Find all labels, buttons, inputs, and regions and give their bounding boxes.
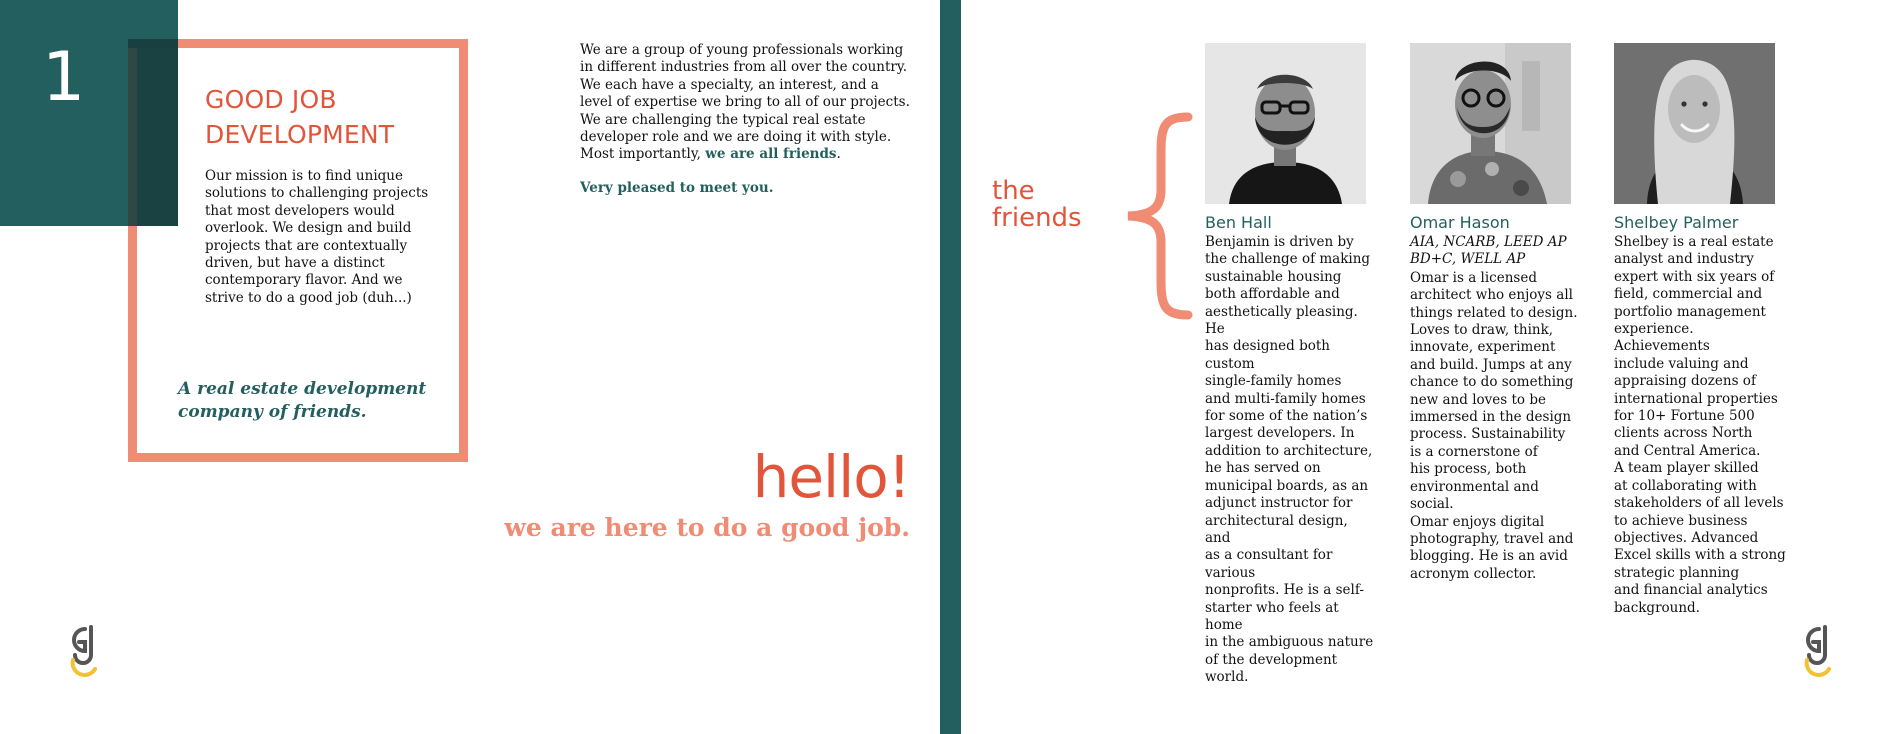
bio-line: A team player skilled	[1614, 460, 1759, 477]
bio-line: appraising dozens of	[1614, 373, 1756, 390]
frame-overlap	[128, 39, 178, 226]
bio-line: Loves to draw, think,	[1410, 322, 1554, 339]
bio-line: and financial analytics	[1614, 582, 1768, 599]
bio-line: architect who enjoys all	[1410, 287, 1573, 304]
member-bio	[1205, 234, 1377, 687]
bio-line: and multi-family homes	[1205, 390, 1366, 407]
bio-line: photography, travel and	[1410, 530, 1574, 547]
bio-line: clients across North	[1614, 425, 1753, 442]
bio-line: analyst and industry	[1614, 251, 1754, 268]
page-number: 1	[42, 38, 86, 117]
bio-line: immersed in the design	[1410, 409, 1572, 426]
bio-line: single-family homes	[1205, 373, 1342, 390]
bio-line: to achieve business	[1614, 512, 1748, 529]
bio-line: aesthetically pleasing. He	[1205, 303, 1358, 338]
hello-headline: hello!	[752, 443, 910, 511]
bio-line: both affordable and	[1205, 286, 1340, 303]
bio-line: field, commercial and	[1614, 286, 1763, 303]
member-card	[1614, 43, 1786, 617]
company-title-line: GOOD JOB	[205, 85, 337, 114]
bio-line: architectural design, and	[1205, 512, 1348, 546]
member-card	[1410, 43, 1582, 583]
bio-line: international properties	[1614, 390, 1778, 407]
bio-line: Benjamin is driven by	[1205, 234, 1354, 250]
bio-line: expert with six years of	[1614, 268, 1775, 285]
bio-line: chance to do something	[1410, 374, 1574, 391]
intro-highlight: we are all friends	[705, 146, 837, 163]
bio-line: things related to design.	[1410, 304, 1578, 321]
bio-line: sustainable housing	[1205, 268, 1342, 285]
bio-line: is a cornerstone of	[1410, 443, 1538, 460]
member-photo	[1410, 43, 1571, 204]
pleased-line: Very pleased to meet you.	[580, 180, 774, 196]
bio-line: addition to architecture,	[1205, 442, 1373, 459]
company-title-line: DEVELOPMENT	[205, 120, 395, 149]
mission-text: Our mission is to find unique solutions to challenging projects that most developers would overlook. We design and build projects that are contextually driven, but have a distinct contemporary flavor. And we strive to do a good job (duh...)	[205, 168, 429, 306]
bio-line: background.	[1614, 599, 1700, 616]
bio-line: the challenge of making	[1205, 251, 1371, 268]
bio-line: Omar is a licensed	[1410, 269, 1537, 286]
member-name: Ben Hall	[1205, 213, 1272, 232]
bio-line: and build. Jumps at any	[1410, 356, 1572, 373]
company-title	[205, 82, 425, 152]
member-photo	[1205, 43, 1366, 204]
bio-line: starter who feels at home	[1205, 599, 1339, 633]
bio-line: largest developers. In	[1205, 425, 1355, 442]
bio-line: include valuing and	[1614, 355, 1749, 372]
member-card	[1205, 43, 1377, 687]
frame-overlap-top	[128, 39, 178, 48]
member-photo	[1614, 43, 1775, 204]
bio-line: acronym collector.	[1410, 565, 1537, 582]
intro-text: We are a group of young professionals working in different industries from all over the country. We each have a specialty, an interest, and a level of expertise we bring to all of our projects. We are challenging the typical real estate developer role and we are doing it with style. Most importantly,	[580, 42, 910, 163]
gj-logo-icon	[68, 624, 102, 680]
bio-line: nonprofits. He is a self-	[1205, 582, 1364, 599]
bio-line: in the ambiguous nature	[1205, 634, 1374, 651]
member-bio	[1410, 270, 1582, 583]
bio-line: innovate, experiment	[1410, 339, 1556, 356]
hello-subheadline: we are here to do a good job.	[504, 513, 910, 542]
bio-line: for some of the nation’s	[1205, 408, 1368, 425]
bio-line: new and loves to be	[1410, 391, 1546, 408]
gj-logo-icon	[1802, 624, 1836, 680]
bio-line: as a consultant for various	[1205, 547, 1333, 581]
bio-line: environmental and social.	[1410, 478, 1539, 513]
bio-line: and Central America.	[1614, 442, 1761, 459]
bio-line: process. Sustainability	[1410, 426, 1566, 443]
bio-line: Excel skills with a strong	[1614, 547, 1786, 564]
bio-line: his process, both	[1410, 461, 1527, 478]
bio-line: Omar enjoys digital	[1410, 513, 1545, 530]
bio-line: portfolio management	[1614, 303, 1766, 320]
member-name: Shelbey Palmer	[1614, 213, 1739, 232]
member-bio	[1614, 234, 1786, 617]
member-name: Omar Hason	[1410, 213, 1510, 232]
bio-line: strategic planning	[1614, 564, 1740, 581]
bio-line: adjunct instructor for	[1205, 495, 1353, 512]
bio-line: at collaborating with	[1614, 477, 1757, 494]
friends-heading	[992, 178, 1082, 232]
member-credentials	[1410, 234, 1582, 269]
friends-heading-line: friends	[992, 203, 1082, 233]
intro-end: .	[836, 146, 841, 163]
bio-line: municipal boards, as an	[1205, 477, 1369, 494]
bio-line: he has served on	[1205, 460, 1321, 477]
credentials-line: AIA, NCARB, LEED AP	[1410, 234, 1567, 250]
bio-line: experience. Achievements	[1614, 321, 1710, 355]
company-tagline: A real estate development company of friends.	[178, 379, 427, 422]
bio-line: of the development world.	[1205, 651, 1338, 686]
bio-line: for 10+ Fortune 500	[1614, 408, 1755, 425]
curly-brace-icon	[1118, 112, 1196, 320]
bio-line: stakeholders of all levels	[1614, 495, 1784, 512]
intro-paragraph	[580, 42, 910, 164]
bio-line: objectives. Advanced	[1614, 529, 1759, 546]
bio-line: has designed both custom	[1205, 338, 1330, 372]
bio-line: Shelbey is a real estate	[1614, 234, 1774, 250]
friends-heading-line: the	[992, 176, 1035, 206]
credentials-line: BD+C, WELL AP	[1410, 251, 1526, 268]
bio-line: blogging. He is an avid	[1410, 548, 1568, 565]
center-spine	[940, 0, 961, 734]
